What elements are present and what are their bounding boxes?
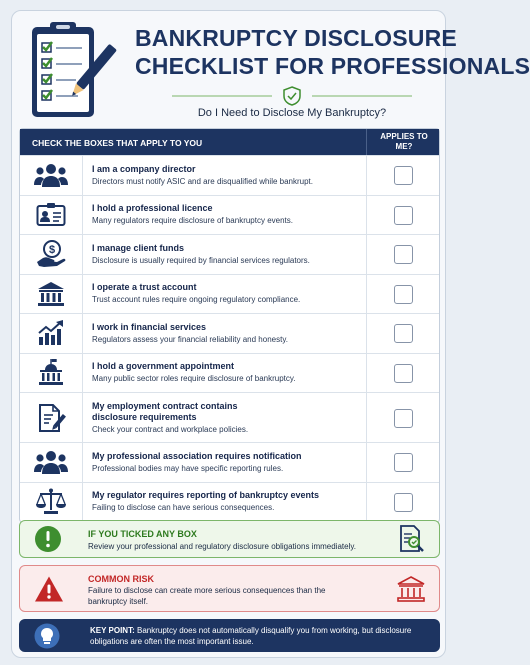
applies-checkbox[interactable] (394, 166, 413, 185)
banner-title: IF YOU TICKED ANY BOX (88, 529, 197, 539)
ticked-any-box-banner (19, 520, 440, 558)
row-title: I am a company director (92, 163, 196, 174)
row-description: Failing to disclose can have serious consequences. (92, 503, 275, 513)
row-description: Trust account rules require ongoing regulatory compliance. (92, 295, 301, 305)
row-title: I operate a trust account (92, 282, 197, 293)
table-row (20, 353, 439, 393)
page-subtitle: Do I Need to Disclose My Bankruptcy? (197, 107, 387, 119)
applies-checkbox[interactable] (394, 453, 413, 472)
row-description: Many regulators require disclosure of bankruptcy events. (92, 216, 293, 226)
shield-check-icon (172, 85, 412, 107)
row-title: I hold a professional licence (92, 203, 213, 214)
svg-text:$: $ (48, 244, 56, 257)
growth-chart-icon (37, 320, 65, 346)
applies-checkbox[interactable] (394, 493, 413, 512)
checklist-table (19, 128, 440, 523)
table-row (20, 313, 439, 353)
row-title: My regulator requires reporting of bankruptcy events (92, 490, 320, 501)
applies-checkbox[interactable] (394, 324, 413, 343)
key-point-text (90, 626, 420, 647)
applies-checkbox[interactable] (394, 364, 413, 383)
clipboard-checklist-icon (26, 19, 110, 123)
table-row (20, 195, 439, 235)
row-title: I work in financial services (92, 321, 207, 332)
row-description: Check your contract and workplace policies. (92, 424, 249, 434)
row-description: Directors must notify ASIC and are disqualified while bankrupt. (92, 176, 313, 186)
table-header (20, 129, 439, 155)
checklist-card (11, 10, 530, 658)
row-description: Regulators assess your financial reliability and honesty. (92, 334, 288, 344)
bank-icon (37, 281, 65, 307)
common-risk-banner (19, 565, 440, 612)
banner-text: Failure to disclose can create more serious consequences than the bankruptcy itself. (88, 586, 326, 606)
banner-title: COMMON RISK (88, 574, 154, 584)
table-row (20, 392, 439, 442)
table-row (20, 155, 439, 195)
row-title: I hold a government appointment (92, 361, 235, 372)
page-title-line2: CHECKLIST FOR PROFESSIONALS (135, 53, 530, 79)
people-icon (34, 163, 68, 187)
header (12, 11, 530, 129)
row-title: My employment contract contains disclosure requirements (92, 400, 238, 422)
government-building-icon (37, 359, 65, 387)
warning-triangle-icon (34, 575, 64, 602)
table-row (20, 234, 439, 274)
applies-checkbox[interactable] (394, 245, 413, 264)
table-row (20, 442, 439, 482)
banner-text: Review your professional and regulatory disclosure obligations immediately. (88, 542, 356, 551)
table-row (20, 482, 439, 522)
row-description: Disclosure is usually required by financial services regulators. (92, 255, 310, 265)
money-hand-icon (36, 240, 66, 268)
table-row (20, 274, 439, 314)
column-header-applies: APPLIES TO ME? (380, 132, 428, 151)
exclamation-circle-icon (34, 525, 62, 553)
group-icon (34, 450, 68, 474)
lightbulb-icon (34, 623, 60, 649)
scales-icon (36, 488, 66, 516)
key-point-banner (19, 619, 440, 652)
row-title: My professional association requires notification (92, 450, 302, 461)
key-point-label: KEY POINT: (90, 626, 135, 635)
document-search-icon (399, 525, 425, 553)
row-title: I manage client funds (92, 242, 185, 253)
applies-checkbox[interactable] (394, 285, 413, 304)
id-card-icon (36, 203, 66, 227)
bank-icon (397, 576, 425, 602)
applies-checkbox[interactable] (394, 206, 413, 225)
applies-checkbox[interactable] (394, 409, 413, 428)
row-description: Professional bodies may have specific reporting rules. (92, 463, 284, 473)
contract-icon (37, 403, 65, 433)
column-header-checklist: CHECK THE BOXES THAT APPLY TO YOU (32, 138, 203, 148)
page-title-line1: BANKRUPTCY DISCLOSURE (135, 25, 457, 51)
row-description: Many public sector roles require disclosure of bankruptcy. (92, 374, 296, 384)
key-point-body: Bankruptcy does not automatically disqualify you from working, but disclosure obligations are often the most important issue. (90, 626, 412, 646)
